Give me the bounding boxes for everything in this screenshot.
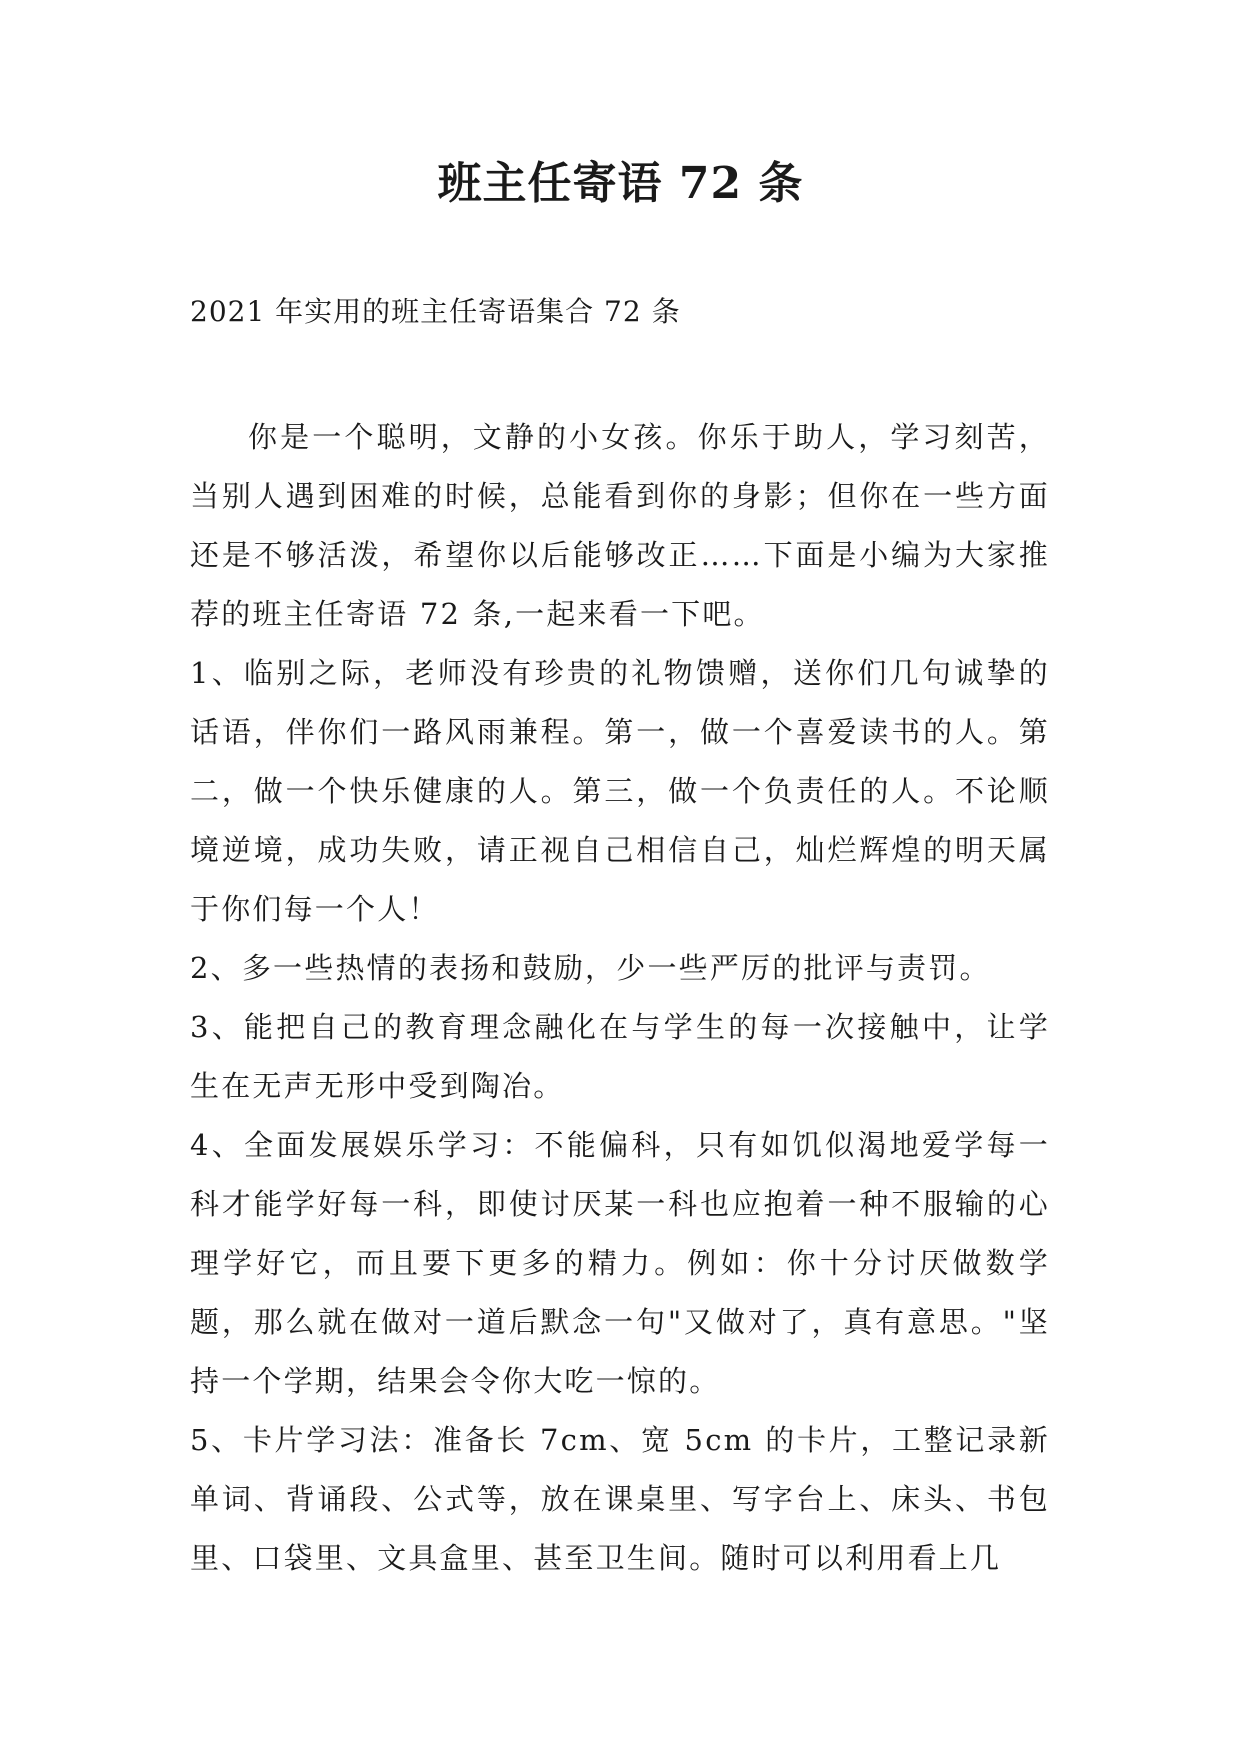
document-body [190,408,1050,1588]
list-item: 2、多一些热情的表扬和鼓励，少一些严厉的批评与责罚。 [190,951,991,985]
list-item: 5、卡片学习法：准备长 7cm、宽 5cm 的卡片，工整记录新单词、背诵段、公式等，放在课桌里、写字台上、床头、书包里、口袋里、文具盒里、甚至卫生间。随时可以利用看上几 [190,1423,1050,1575]
list-item: 1、临别之际，老师没有珍贵的礼物馈赠，送你们几句诚挚的话语，伴你们一路风雨兼程。第一，做一个喜爱读书的人。第二，做一个快乐健康的人。第三，做一个负责任的人。不论顺境逆境，成功失败，请正视自己相信自己，灿烂辉煌的明天属于你们每一个人！ [190,656,1050,926]
document-title: 班主任寄语 72 条 [437,158,804,209]
list-item: 3、能把自己的教育理念融化在与学生的每一次接触中，让学生在无声无形中受到陶冶。 [190,1010,1050,1103]
document-subtitle: 2021 年实用的班主任寄语集合 72 条 [190,295,681,328]
list-item: 4、全面发展娱乐学习：不能偏科，只有如饥似渴地爱学每一科才能学好每一科，即使讨厌某一科也应抱着一种不服输的心理学好它，而且要下更多的精力。例如：你十分讨厌做数学题，那么就在做对一道后默念一句"又做对了，真有意思。"坚持一个学期，结果会令你大吃一惊的。 [190,1128,1050,1398]
intro-paragraph: 你是一个聪明，文静的小女孩。你乐于助人，学习刻苦，当别人遇到困难的时候，总能看到你的身影；但你在一些方面还是不够活泼，希望你以后能够改正……下面是小编为大家推荐的班主任寄语 72 条,一起来看一下吧。 [190,420,1050,631]
